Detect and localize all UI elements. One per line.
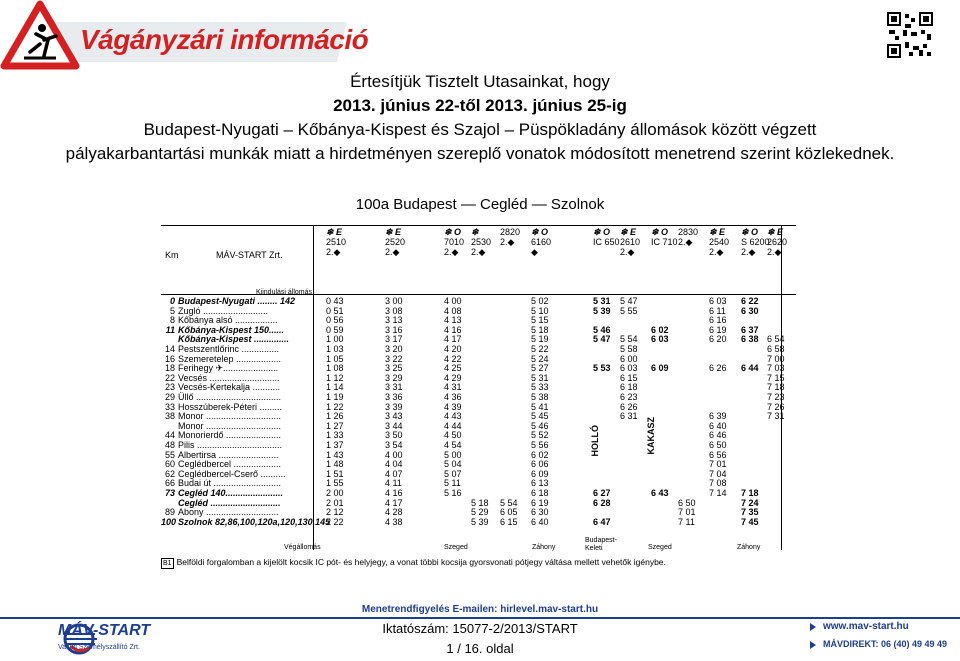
train-service-symbol: ❄ E <box>620 227 637 237</box>
row-station: Szemeretelep .................. <box>178 353 282 364</box>
train-service-symbol: ❄ O <box>593 227 611 237</box>
row-time: 1 00 <box>326 334 344 345</box>
row-time: 4 44 <box>444 420 462 431</box>
train-class: 2.◆ <box>620 247 635 257</box>
train-header <box>767 227 799 257</box>
train-header <box>620 227 652 257</box>
train-service-symbol: ❄ O <box>531 227 549 237</box>
row-station: Hosszúberek-Péteri ......... <box>178 401 283 412</box>
row-km: 8 <box>169 315 175 326</box>
train-name-hollo: HOLLÓ <box>590 425 600 457</box>
intro-line-1: Értesítjük Tisztelt Utasainkat, hogy <box>350 72 610 91</box>
train-class: 2.◆ <box>326 247 341 257</box>
row-time: 1 37 <box>326 440 344 450</box>
row-time: 6 11 <box>709 305 726 316</box>
train-class: 2.◆ <box>741 247 756 257</box>
row-time: 7 18 <box>741 488 759 498</box>
row-time: 5 04 <box>444 459 462 470</box>
row-time: 1 26 <box>326 411 344 422</box>
row-time: 1 27 <box>326 420 344 431</box>
row-time: 3 39 <box>385 401 403 412</box>
row-station: Kőbánya alsó ................. <box>178 315 278 326</box>
row-time: 6 02 <box>531 449 549 460</box>
row-time: 1 43 <box>326 449 344 460</box>
phone-number: MÁVDIREKT: 06 (40) 49 49 49 <box>823 639 948 649</box>
row-station: Vecsés-Kertekalja ........... <box>178 382 281 393</box>
row-time: 1 12 <box>326 372 344 383</box>
row-km: 18 <box>164 363 175 374</box>
train-number: 2610 <box>620 237 641 247</box>
row-station: Pilis .................................. <box>178 440 283 450</box>
table-row <box>161 518 796 527</box>
row-time: 6 38 <box>741 334 759 345</box>
row-station: Budai út ........................... <box>178 478 282 489</box>
row-time: 6 09 <box>651 363 669 374</box>
row-time: 1 22 <box>326 401 344 412</box>
row-time: 4 07 <box>385 468 403 479</box>
row-time: 3 50 <box>385 430 403 441</box>
row-time: 6 19 <box>531 497 549 508</box>
row-time: 3 36 <box>385 392 403 402</box>
train-service-symbol: ❄ <box>471 227 479 237</box>
train-service-symbol: ❄ O <box>651 227 669 237</box>
document-number: Iktatószám: 15077-2/2013/START <box>382 621 578 636</box>
train-header <box>471 227 503 257</box>
train-number: 7010 <box>444 237 465 247</box>
row-time: 1 03 <box>326 344 344 354</box>
row-time: 0 56 <box>326 315 344 326</box>
row-time: 6 20 <box>709 334 727 345</box>
row-time: 4 29 <box>444 372 462 383</box>
row-km: 29 <box>164 392 175 402</box>
page-number: 1 / 16. oldal <box>446 641 514 656</box>
row-time: 7 03 <box>767 363 785 374</box>
train-number: 2540 <box>709 237 730 247</box>
row-time: 6 44 <box>741 363 759 374</box>
row-station: Ceglédbercel-Cserő .......... <box>178 468 286 479</box>
row-time: 5 45 <box>531 411 549 422</box>
row-time: 5 27 <box>531 363 549 374</box>
footer-divider <box>0 617 960 619</box>
row-km: 89 <box>164 507 175 518</box>
row-km: 100 <box>161 516 177 527</box>
row-time: 0 43 <box>326 296 344 306</box>
row-time: 1 51 <box>326 468 344 479</box>
row-time: 4 17 <box>444 334 462 345</box>
row-time: 5 07 <box>444 468 462 479</box>
row-time: 5 10 <box>531 305 549 316</box>
row-station: Szolnok 82,86,100,120a,120,130,145 <box>178 516 331 527</box>
row-time: 5 02 <box>531 296 549 306</box>
train-header <box>500 227 532 247</box>
row-km: 55 <box>164 449 175 460</box>
row-time: 4 00 <box>385 449 403 460</box>
mav-start-logo-subtitle: Vasúti Személyszállító Zrt. <box>58 644 140 651</box>
row-time: 5 31 <box>531 372 549 383</box>
row-time: 7 08 <box>709 478 727 489</box>
table-row <box>161 345 796 354</box>
train-service-symbol: ❄ O <box>741 227 759 237</box>
row-time: 5 16 <box>444 488 462 498</box>
row-time: 5 39 <box>593 305 611 316</box>
row-time: 5 33 <box>531 382 549 393</box>
row-station: Cegléd ............................ <box>178 497 281 508</box>
train-number: 2530 <box>471 237 492 247</box>
train-class: 2.◆ <box>767 247 782 257</box>
row-time: 5 52 <box>531 430 549 441</box>
row-time: 7 01 <box>678 507 696 518</box>
row-time: 5 46 <box>531 420 549 431</box>
row-time: 6 22 <box>741 296 759 306</box>
row-time: 4 31 <box>444 382 462 393</box>
destination-zahony-2: Záhony <box>737 544 761 551</box>
timetable-title: 100a Budapest — Cegléd — Szolnok <box>355 196 605 213</box>
row-time: 3 08 <box>385 305 403 316</box>
row-time: 6 18 <box>531 488 549 498</box>
row-km: 73 <box>164 488 175 498</box>
train-service-symbol: ❄ E <box>709 227 726 237</box>
row-time: 7 45 <box>741 516 759 527</box>
row-time: 5 56 <box>531 440 549 450</box>
row-km: 14 <box>164 344 175 354</box>
row-time: 6 06 <box>531 459 549 470</box>
row-time: 1 19 <box>326 392 344 402</box>
train-class: 2.◆ <box>471 247 486 257</box>
row-time: 4 13 <box>444 315 462 326</box>
row-km: 62 <box>164 468 175 479</box>
row-time: 5 38 <box>531 392 549 402</box>
row-time: 4 16 <box>444 324 462 335</box>
arrow-right-icon <box>810 641 816 649</box>
row-km: 38 <box>164 411 175 422</box>
row-time: 6 37 <box>741 324 759 335</box>
row-time: 7 18 <box>767 382 785 393</box>
destination-szeged-2: Szeged <box>648 544 672 551</box>
row-time: 6 28 <box>593 497 611 508</box>
intro-line-3: Budapest-Nyugati – Kőbánya-Kispest és Szajol – Püspökladány állomások között végzett <box>143 120 817 139</box>
row-time: 6 47 <box>593 516 611 527</box>
row-time: 7 11 <box>678 516 695 527</box>
train-number: IC 710 <box>651 237 678 247</box>
operator-label: MÁV-START Zrt. <box>216 250 283 260</box>
row-time: 1 08 <box>326 363 344 374</box>
train-number: 2820 <box>500 227 521 237</box>
table-row <box>161 489 796 498</box>
row-time: 3 44 <box>385 420 403 431</box>
row-time: 5 54 <box>620 334 638 345</box>
row-time: 5 58 <box>620 344 638 354</box>
row-time: 1 05 <box>326 353 344 364</box>
row-station: Vecsés ............................ <box>178 372 280 383</box>
row-time: 4 08 <box>444 305 462 316</box>
train-number: 2620 <box>767 237 788 247</box>
train-class: 2.◆ <box>444 247 459 257</box>
mav-start-logo-text: MÁV-START <box>58 622 151 639</box>
row-time: 6 50 <box>678 497 696 508</box>
row-km: 16 <box>164 353 175 364</box>
qr-code-icon <box>887 12 933 58</box>
row-station: Cegléd 140....................... <box>178 488 284 498</box>
timetable <box>161 225 796 567</box>
row-time: 3 00 <box>385 296 403 306</box>
row-time: 6 30 <box>741 305 759 316</box>
departure-station-label: Kiindulási állomás <box>256 289 313 296</box>
intro-text <box>0 70 960 166</box>
train-number: 2520 <box>385 237 406 247</box>
row-time: 6 09 <box>531 468 549 479</box>
destination-szeged: Szeged <box>444 544 468 551</box>
arrow-right-icon <box>810 623 816 631</box>
row-time: 3 22 <box>385 353 403 364</box>
row-km: 11 <box>165 324 175 335</box>
website-link[interactable]: www.mav-start.hu <box>823 621 909 632</box>
footnote-text: Belföldi forgalomban a kijelölt kocsik IC pót- és helyjegy, a vonat többi kocsija gyorsvonati pótjegy váltása mellett vehetők igénybe. <box>176 557 666 567</box>
newsletter-email[interactable]: Menetrendfigyelés E-mailen: hirlevel.mav-start.hu <box>361 604 599 615</box>
row-time: 3 54 <box>385 440 403 450</box>
row-time: 6 27 <box>593 488 611 498</box>
row-time: 1 48 <box>326 459 344 470</box>
banner <box>0 0 369 68</box>
train-number: S 6200 <box>741 237 770 247</box>
row-time: 6 13 <box>531 478 549 489</box>
row-time: 2 00 <box>326 488 344 498</box>
row-time: 6 58 <box>767 344 785 354</box>
row-time: 6 15 <box>500 516 518 527</box>
row-time: 3 17 <box>385 334 403 345</box>
row-time: 7 31 <box>767 411 785 422</box>
row-time: 5 11 <box>444 478 461 489</box>
row-time: 7 01 <box>709 459 727 470</box>
row-station: Ceglédbercel ................... <box>178 459 282 470</box>
row-station: Monorierdő ...................... <box>178 430 282 441</box>
row-time: 6 46 <box>709 430 727 441</box>
warning-sign-icon <box>0 0 80 70</box>
train-header <box>678 227 710 247</box>
row-time: 5 15 <box>531 315 549 326</box>
row-km: 44 <box>164 430 175 441</box>
row-time: 6 56 <box>709 449 727 460</box>
row-time: 4 04 <box>385 459 403 470</box>
row-time: 1 33 <box>326 430 344 441</box>
row-time: 5 22 <box>531 344 549 354</box>
row-time: 5 54 <box>500 497 518 508</box>
row-time: 2 01 <box>326 497 344 508</box>
train-class: 2.◆ <box>709 247 724 257</box>
row-time: 5 24 <box>531 353 549 364</box>
train-number: IC 650 <box>593 237 620 247</box>
train-class: 2.◆ <box>500 237 515 247</box>
row-time: 6 54 <box>767 334 785 345</box>
row-time: 5 18 <box>531 324 549 335</box>
row-time: 6 00 <box>620 353 638 364</box>
row-km: 0 <box>169 296 175 306</box>
train-name-kakasz: KAKASZ <box>646 417 656 455</box>
row-station: Zugló .......................... <box>178 305 269 316</box>
train-class: 2.◆ <box>678 237 693 247</box>
train-header <box>709 227 741 257</box>
train-number: 2510 <box>326 237 347 247</box>
row-time: 6 03 <box>620 363 638 374</box>
row-time: 7 04 <box>709 468 727 479</box>
destination-budapest-keleti: Budapest-Keleti <box>585 537 617 552</box>
row-time: 4 50 <box>444 430 462 441</box>
row-time: 4 43 <box>444 411 462 422</box>
row-time: 3 43 <box>385 411 403 422</box>
row-time: 6 15 <box>620 372 638 383</box>
row-time: 4 38 <box>385 516 403 527</box>
row-time: 4 39 <box>444 401 462 412</box>
row-station: Kőbánya-Kispest .............. <box>178 334 290 345</box>
train-number: 2830 <box>678 227 699 237</box>
row-time: 5 39 <box>471 516 489 527</box>
train-header <box>326 227 358 257</box>
row-time: 5 46 <box>593 324 611 335</box>
row-time: 0 59 <box>326 324 344 335</box>
destination-zahony: Záhony <box>532 544 556 551</box>
row-time: 1 14 <box>326 382 344 393</box>
intro-date-range: 2013. június 22-től 2013. június 25-ig <box>333 96 627 115</box>
row-time: 6 18 <box>620 382 638 393</box>
row-time: 4 20 <box>444 344 462 354</box>
row-time: 4 16 <box>385 488 403 498</box>
row-km: 5 <box>169 305 175 316</box>
row-km: 48 <box>164 440 175 450</box>
row-time: 3 16 <box>385 324 403 335</box>
train-service-symbol: ❄ E <box>326 227 343 237</box>
row-time: 6 16 <box>709 315 727 326</box>
row-km: 23 <box>164 382 175 393</box>
row-time: 6 05 <box>500 507 518 518</box>
row-time: 4 54 <box>444 440 462 450</box>
table-row <box>161 297 796 306</box>
intro-line-4: pályakarbantartási munkák miatt a hirdetményen szereplő vonatok módosított menetrend szerint közlekednek. <box>65 144 895 163</box>
train-header <box>385 227 417 257</box>
row-time: 5 47 <box>593 334 611 345</box>
row-time: 3 25 <box>385 363 403 374</box>
row-station: Pestszentlőrinc ............... <box>178 344 280 354</box>
row-time: 7 23 <box>767 392 785 402</box>
train-number: 6160 <box>531 237 552 247</box>
row-time: 5 47 <box>620 296 638 306</box>
table-row <box>161 441 796 450</box>
row-station: Abony ............................. <box>178 507 279 518</box>
train-header <box>531 227 563 257</box>
row-time: 6 30 <box>531 507 549 518</box>
row-time: 5 41 <box>531 401 549 412</box>
row-station: Kőbánya-Kispest 150...... <box>178 324 285 335</box>
footnote-marker: B1 <box>161 558 174 569</box>
row-time: 5 18 <box>471 497 489 508</box>
row-station: Monor .............................. <box>178 411 282 422</box>
row-time: 7 00 <box>767 353 785 364</box>
train-class: ◆ <box>531 247 538 257</box>
row-km: 66 <box>164 478 175 489</box>
row-time: 5 53 <box>593 363 611 374</box>
row-time: 7 35 <box>741 507 759 518</box>
row-time: 6 19 <box>709 324 727 335</box>
row-time: 0 51 <box>326 305 344 316</box>
row-time: 6 43 <box>651 488 669 498</box>
row-time: 6 26 <box>709 363 727 374</box>
row-time: 6 23 <box>620 392 638 402</box>
row-time: 4 00 <box>444 296 462 306</box>
row-time: 2 22 <box>326 516 344 527</box>
row-time: 6 39 <box>709 411 727 422</box>
row-time: 7 26 <box>767 401 785 412</box>
row-km: 60 <box>164 459 175 470</box>
row-time: 6 31 <box>620 411 638 422</box>
row-time: 4 28 <box>385 507 403 518</box>
train-service-symbol: ❄ E <box>767 227 784 237</box>
train-service-symbol: ❄ O <box>444 227 462 237</box>
row-station: Albertirsa ........................ <box>178 449 279 460</box>
train-class: 2.◆ <box>385 247 400 257</box>
row-time: 7 15 <box>767 372 785 383</box>
row-time: 5 29 <box>471 507 489 518</box>
row-time: 6 40 <box>709 420 727 431</box>
row-time: 6 02 <box>651 324 669 335</box>
row-time: 7 14 <box>709 488 727 498</box>
row-time: 6 40 <box>531 516 549 527</box>
row-station: Üllő .................................. <box>178 392 282 402</box>
row-time: 2 12 <box>326 507 344 518</box>
row-time: 3 20 <box>385 344 403 354</box>
row-time: 6 50 <box>709 440 727 450</box>
row-station: Ferihegy ✈...................... <box>178 363 279 374</box>
row-time: 1 55 <box>326 478 344 489</box>
row-time: 4 22 <box>444 353 462 364</box>
km-label: Km <box>165 250 179 260</box>
row-time: 6 03 <box>651 334 669 345</box>
row-time: 5 55 <box>620 305 638 316</box>
banner-title: Vágányzári információ <box>80 24 369 55</box>
row-time: 5 19 <box>531 334 549 345</box>
row-time: 3 31 <box>385 382 403 393</box>
row-time: 7 24 <box>741 497 759 508</box>
row-time: 4 36 <box>444 392 462 402</box>
row-time: 3 13 <box>385 315 403 326</box>
train-service-symbol: ❄ E <box>385 227 402 237</box>
table-row <box>161 393 796 402</box>
row-station: Monor .............................. <box>178 420 282 431</box>
arrival-station-label: Végállomás <box>284 544 321 551</box>
row-time: 4 11 <box>385 478 402 489</box>
row-time: 5 31 <box>593 296 611 306</box>
footnote <box>161 558 666 569</box>
row-time: 5 00 <box>444 449 462 460</box>
row-km: 33 <box>164 401 175 412</box>
row-time: 4 17 <box>385 497 403 508</box>
row-time: 6 26 <box>620 401 638 412</box>
row-time: 3 29 <box>385 372 403 383</box>
row-km: 22 <box>164 372 175 383</box>
row-station: Budapest-Nyugati ........ 142 <box>178 296 296 306</box>
row-time: 4 25 <box>444 363 462 374</box>
row-time: 6 03 <box>709 296 727 306</box>
